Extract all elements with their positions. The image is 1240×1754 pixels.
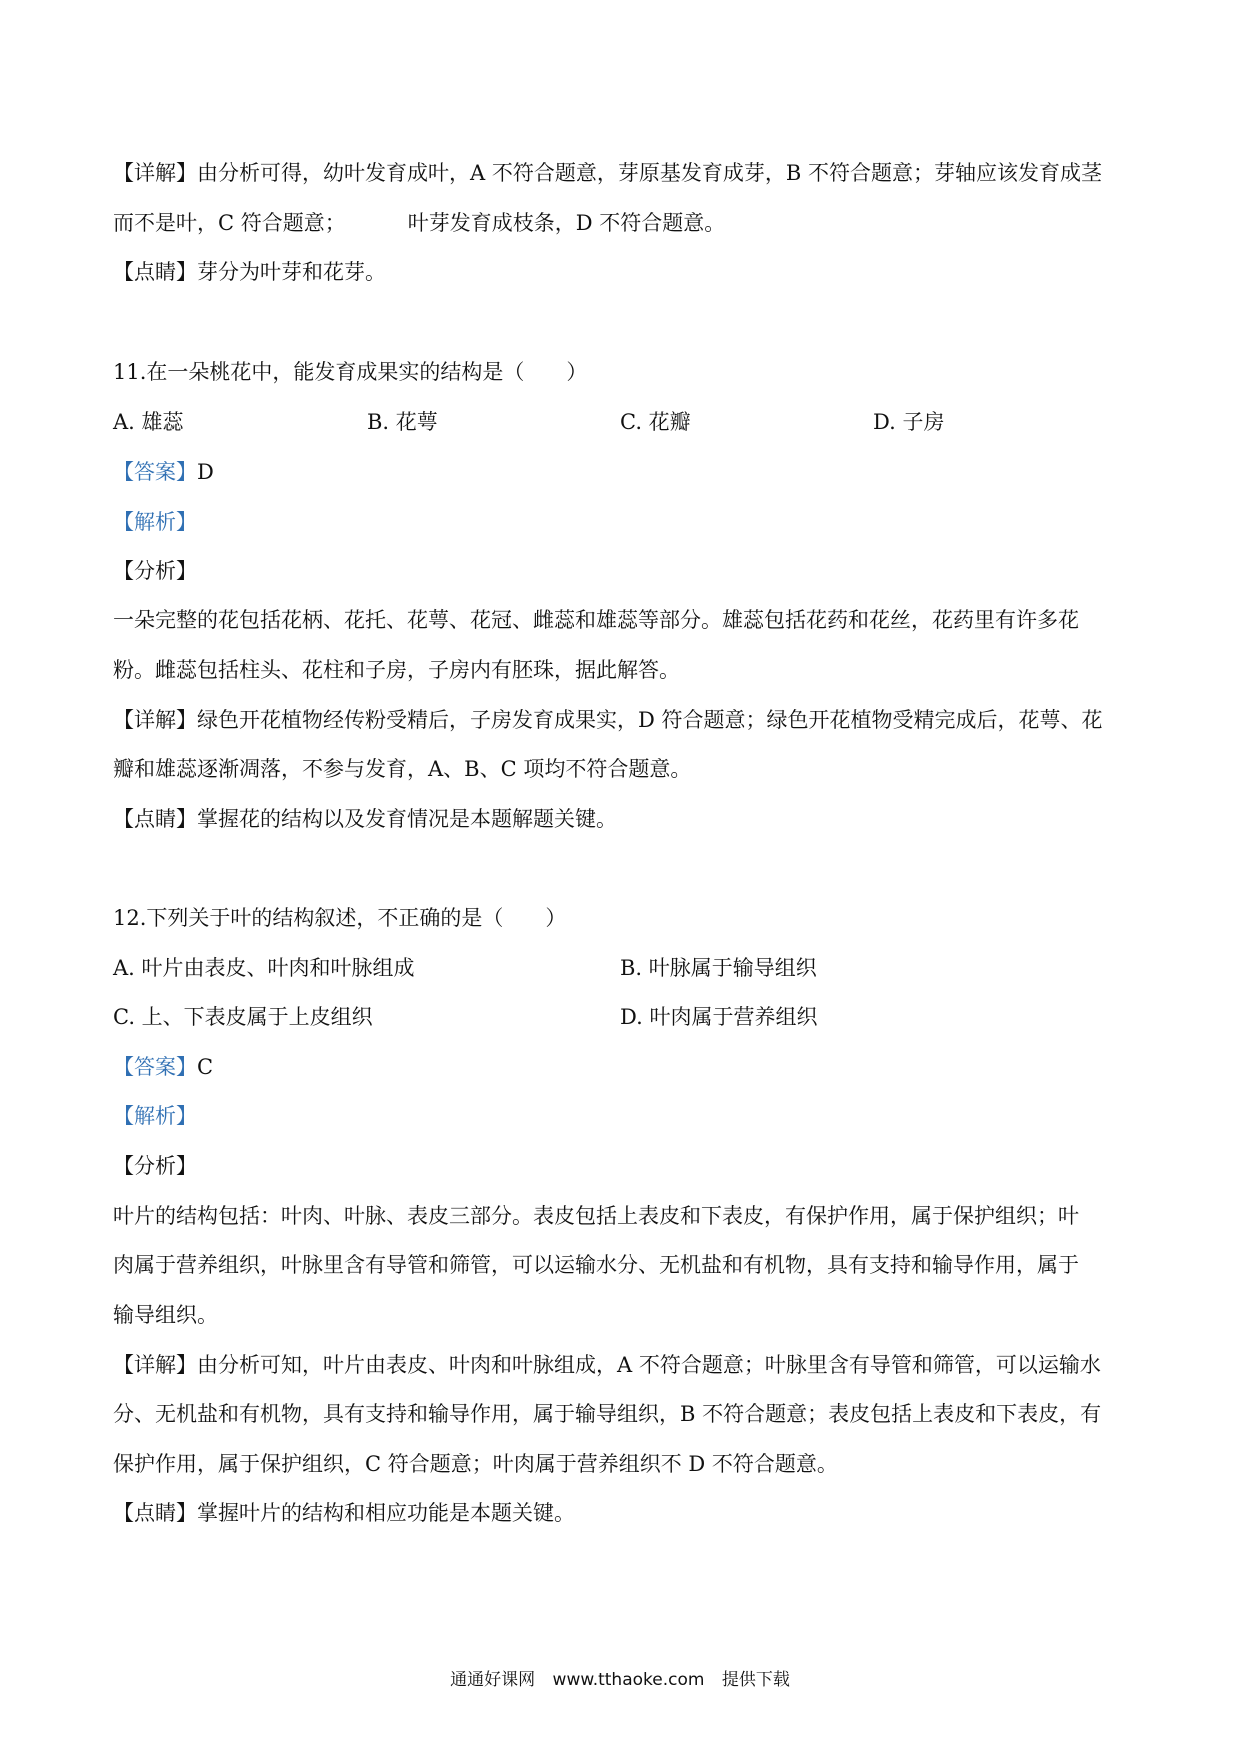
detail-tag: 【详解】 <box>113 161 197 185</box>
answer-tag: 【答案】 <box>113 460 197 484</box>
q12-question: 12.下列关于叶的结构叙述，不正确的是（ ） <box>113 906 567 930</box>
detail-tag: 【详解】 <box>113 708 197 732</box>
q12-fenxi-line2: 肉属于营养组织，叶脉里含有导管和筛管，可以运输水分、无机盐和有机物，具有支持和输导作用，属于 <box>113 1253 1079 1277</box>
footer-action: 提供下载 <box>721 1670 790 1690</box>
prev-detail-line1: 【详解】由分析可得，幼叶发育成叶，A 不符合题意，芽原基发育成芽，B 不符合题意；芽轴应该发育成茎 <box>113 161 1102 185</box>
q11-option-b: B. 花萼 <box>367 410 438 434</box>
answer-value: D <box>197 460 214 484</box>
q12-detail-line1: 【详解】由分析可知，叶片由表皮、叶肉和叶脉组成，A 不符合题意；叶脉里含有导管和筛管，可以运输水 <box>113 1353 1101 1377</box>
q11-dianjing: 【点睛】掌握花的结构以及发育情况是本题解题关键。 <box>113 807 617 831</box>
q12-option-d: D. 叶肉属于营养组织 <box>620 1005 818 1029</box>
answer-tag: 【答案】 <box>113 1055 197 1079</box>
prev-dianjing: 【点睛】芽分为叶芽和花芽。 <box>113 260 386 284</box>
q11-option-d: D. 子房 <box>873 410 945 434</box>
q12-dianjing: 【点睛】掌握叶片的结构和相应功能是本题关键。 <box>113 1501 575 1525</box>
q12-jiexi-tag: 【解析】 <box>113 1104 197 1128</box>
q11-option-a: A. 雄蕊 <box>113 410 184 434</box>
q12-fenxi-tag: 【分析】 <box>113 1154 197 1178</box>
detail-tag: 【详解】 <box>113 1353 197 1377</box>
q12-option-c: C. 上、下表皮属于上皮组织 <box>113 1005 373 1029</box>
q11-fenxi-line1: 一朵完整的花包括花柄、花托、花萼、花冠、雌蕊和雄蕊等部分。雄蕊包括花药和花丝，花药里有许多花 <box>113 608 1079 632</box>
q12-option-b: B. 叶脉属于输导组织 <box>620 956 817 980</box>
q12-fenxi-line1: 叶片的结构包括：叶肉、叶脉、表皮三部分。表皮包括上表皮和下表皮，有保护作用，属于保护组织；叶 <box>113 1204 1079 1228</box>
q12-detail-line2: 分、无机盐和有机物，具有支持和输导作用，属于输导组织，B 不符合题意；表皮包括上表皮和下表皮，有 <box>113 1402 1102 1426</box>
q12-answer <box>113 1052 1133 1082</box>
dianjing-tag: 【点睛】 <box>113 260 197 284</box>
q11-detail-line2: 瓣和雄蕊逐渐凋落，不参与发育，A、B、C 项均不符合题意。 <box>113 757 692 781</box>
q11-option-c: C. 花瓣 <box>620 410 691 434</box>
q11-detail-line1: 【详解】绿色开花植物经传粉受精后，子房发育成果实，D 符合题意；绿色开花植物受精完成后，花萼、花 <box>113 708 1103 732</box>
q11-fenxi-line2: 粉。雌蕊包括柱头、花柱和子房，子房内有胚珠，据此解答。 <box>113 658 680 682</box>
q12-option-a: A. 叶片由表皮、叶肉和叶脉组成 <box>113 956 415 980</box>
answer-value: C <box>197 1055 214 1079</box>
prev-detail-line2: 而不是叶，C 符合题意； 叶芽发育成枝条，D 不符合题意。 <box>113 211 726 235</box>
page-footer <box>0 1668 1240 1692</box>
q11-fenxi-tag: 【分析】 <box>113 559 197 583</box>
q11-answer <box>113 457 1133 487</box>
footer-url[interactable]: www.tthaoke.com <box>552 1670 705 1690</box>
q11-jiexi-tag: 【解析】 <box>113 510 197 534</box>
dianjing-tag: 【点睛】 <box>113 807 197 831</box>
q11-question: 11.在一朵桃花中，能发育成果实的结构是（ ） <box>113 360 588 384</box>
q12-detail-line3: 保护作用，属于保护组织，C 符合题意；叶肉属于营养组织不 D 不符合题意。 <box>113 1452 838 1476</box>
dianjing-tag: 【点睛】 <box>113 1501 197 1525</box>
footer-site-name: 通通好课网 <box>450 1670 536 1690</box>
q12-fenxi-line3: 输导组织。 <box>113 1303 218 1327</box>
